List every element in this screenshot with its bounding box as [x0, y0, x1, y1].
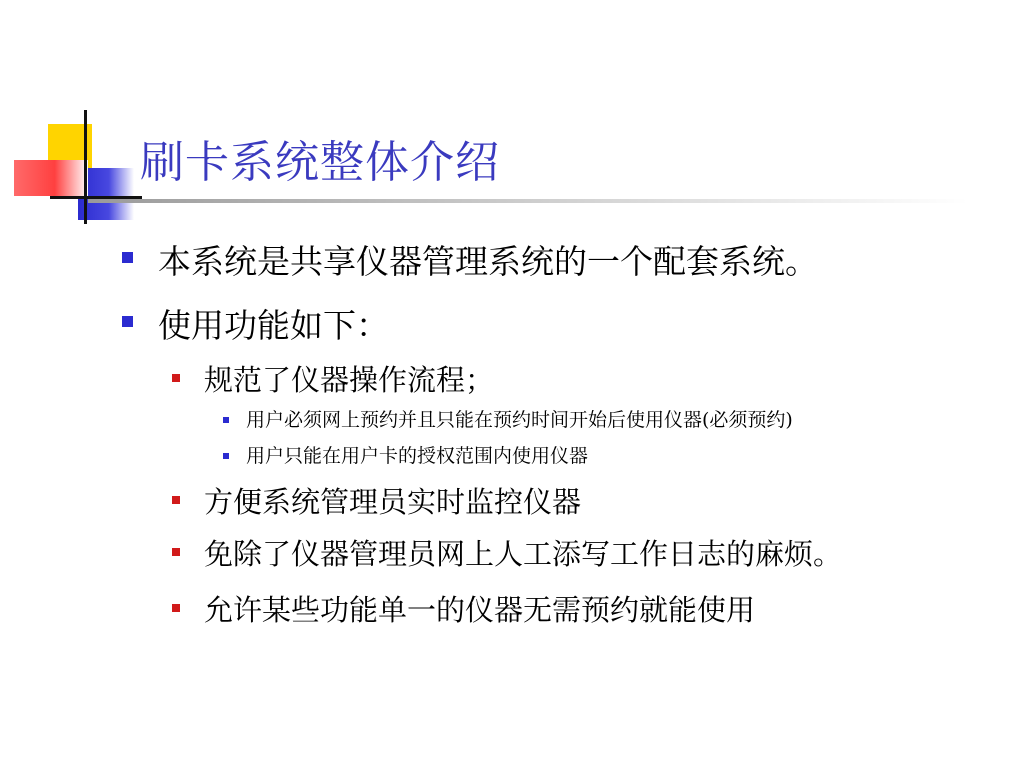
bullet-item-level2: 方便系统管理员实时监控仪器	[204, 485, 582, 519]
bullet-item-level2: 免除了仪器管理员网上人工添写工作日志的麻烦。	[204, 537, 843, 571]
bullet-item-level1: 本系统是共享仪器管理系统的一个配套系统。	[158, 242, 818, 281]
bullet-square-icon	[223, 417, 229, 423]
title-underline-rule	[88, 199, 968, 203]
bullet-item-level3: 用户只能在用户卡的授权范围内使用仪器	[246, 445, 589, 467]
logo-vertical-line	[84, 110, 87, 224]
slide-title: 刷卡系统整体介绍	[140, 137, 500, 188]
bullet-square-icon	[172, 548, 180, 556]
bullet-square-icon	[172, 374, 180, 382]
bullet-item-level3: 用户必须网上预约并且只能在预约时间开始后使用仪器(必须预约)	[246, 409, 793, 431]
bullet-item-level1: 使用功能如下：	[158, 306, 389, 345]
logo-red-bar	[14, 160, 88, 196]
bullet-square-icon	[122, 252, 133, 263]
bullet-square-icon	[223, 453, 229, 459]
bullet-square-icon	[122, 316, 133, 327]
bullet-square-icon	[172, 496, 180, 504]
bullet-item-level2: 允许某些功能单一的仪器无需预约就能使用	[204, 593, 756, 627]
bullet-square-icon	[172, 604, 180, 612]
bullet-item-level2: 规范了仪器操作流程；	[204, 363, 495, 397]
